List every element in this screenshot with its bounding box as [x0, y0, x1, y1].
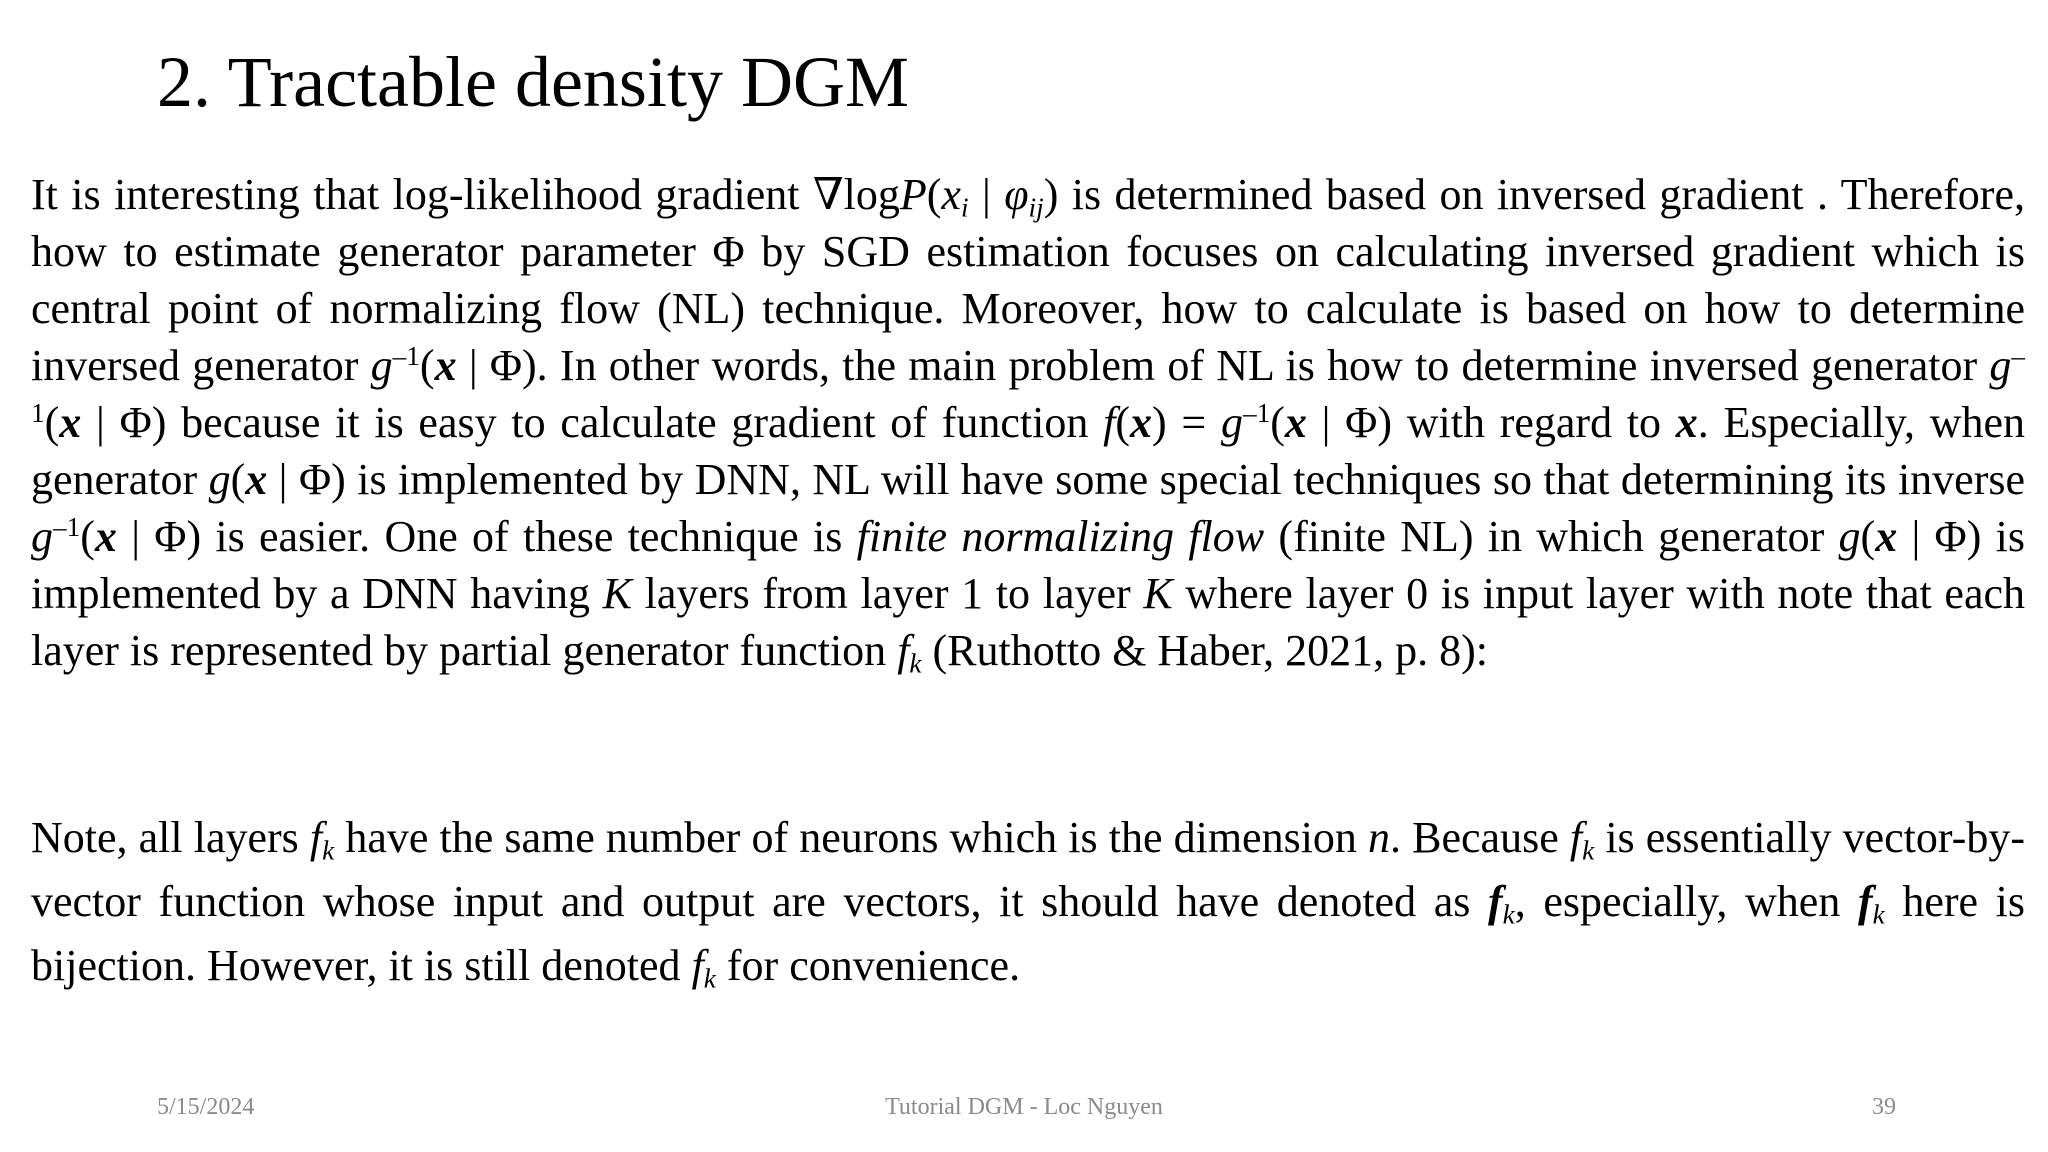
text-run: It is interesting that log-likelihood gradient ∇log — [31, 170, 900, 219]
text-run: ( — [926, 170, 942, 219]
text-run: ) = — [1151, 398, 1221, 447]
text-run: ) is determined based on inversed gradient . Therefore, how to estimate generator parameter Φ by SGD estimation focuses on calculating inversed gradient which is central point of normalizing flow (NL) technique. Moreover, how to calculate is based on how to determine inversed generator — [31, 170, 2025, 390]
text-run: g — [1989, 341, 2012, 390]
text-run: x — [1284, 398, 1307, 447]
text-run: k — [909, 648, 922, 679]
text-run: f — [897, 626, 910, 675]
text-run: x — [434, 341, 457, 390]
text-run: K — [1143, 569, 1173, 618]
text-run: –1 — [1242, 398, 1271, 428]
text-run: | Φ). In other words, the main problem of NL is how to determine inversed generator — [456, 341, 1990, 390]
text-run: ( — [1270, 398, 1285, 447]
text-run: where layer 0 is input layer with note that each layer is represented by partial generator function — [31, 569, 2026, 675]
text-run: K — [602, 569, 632, 618]
text-run: g — [208, 455, 231, 504]
text-run: x — [1675, 398, 1698, 447]
text-run: x — [94, 512, 117, 561]
text-run: x — [1875, 512, 1898, 561]
text-run: k — [1872, 899, 1885, 930]
text-run: | — [968, 170, 1005, 219]
text-run: P — [899, 170, 927, 219]
text-run: x — [941, 170, 961, 219]
text-run: g — [1220, 398, 1243, 447]
text-run: x — [1129, 398, 1152, 447]
text-run: ( — [1860, 512, 1876, 561]
footer-date: 5/15/2024 — [157, 1094, 255, 1120]
text-run: k — [1582, 835, 1595, 866]
text-run: | Φ) with regard to — [1306, 398, 1676, 447]
text-run: x — [245, 455, 268, 504]
text-run: ( — [419, 341, 435, 390]
body-paragraph-2 — [31, 806, 2025, 998]
text-run: f — [1569, 813, 1583, 862]
text-run: have the same number of neurons which is the dimension — [334, 813, 1369, 862]
text-run: ( — [1115, 398, 1130, 447]
text-run: –1 — [31, 341, 2025, 428]
text-run: g — [31, 512, 53, 561]
text-run: , especially, when — [1514, 877, 1858, 926]
text-run: f — [1103, 398, 1116, 447]
text-run: f — [691, 941, 704, 990]
text-run: | Φ) is implemented by DNN, NL will have some special techniques so that determining its inverse — [267, 455, 2025, 504]
text-run: | Φ) is implemented by a DNN having — [31, 512, 2026, 618]
text-run: g — [1838, 512, 1861, 561]
text-run: f — [1857, 877, 1873, 926]
text-run: f — [1487, 877, 1503, 926]
text-run: ( — [230, 455, 246, 504]
text-run: –1 — [392, 341, 420, 371]
text-run: . Especially, when generator — [31, 398, 2025, 504]
text-run: x — [59, 398, 82, 447]
body-paragraph-1 — [31, 166, 2025, 679]
text-run: k — [703, 963, 716, 994]
text-run: (Ruthotto & Haber, 2021, p. 8): — [921, 626, 1489, 675]
text-run: here is bijection. However, it is still denoted — [31, 877, 2025, 990]
text-run: layers from layer 1 to layer — [632, 569, 1144, 618]
text-run: Note, all layers — [31, 813, 310, 862]
text-run: finite normalizing flow — [856, 512, 1265, 561]
text-run: k — [322, 835, 335, 866]
text-run: i — [960, 192, 969, 223]
text-run: φ — [1004, 170, 1029, 219]
text-run: f — [309, 813, 323, 862]
page-number: 39 — [1872, 1094, 1896, 1120]
text-run: | Φ) because it is easy to calculate gradient of function — [81, 398, 1104, 447]
footer-title: Tutorial DGM - Loc Nguyen — [885, 1094, 1163, 1120]
text-run: is essentially vector-by-vector function whose input and output are vectors, it should have denoted as — [31, 813, 2025, 926]
slide-title: 2. Tractable density DGM — [157, 42, 909, 122]
text-run: . Because — [1390, 813, 1570, 862]
text-run: n — [1368, 813, 1391, 862]
text-run: k — [1502, 899, 1515, 930]
text-run: ( — [80, 512, 95, 561]
text-run: | Φ) is easier. One of these technique is — [116, 512, 857, 561]
text-run: (finite NL) in which generator — [1264, 512, 1839, 561]
text-run: ( — [44, 398, 60, 447]
text-run: ij — [1028, 192, 1044, 223]
text-run: for convenience. — [715, 941, 1021, 990]
text-run: –1 — [53, 512, 81, 542]
text-run: g — [370, 341, 393, 390]
